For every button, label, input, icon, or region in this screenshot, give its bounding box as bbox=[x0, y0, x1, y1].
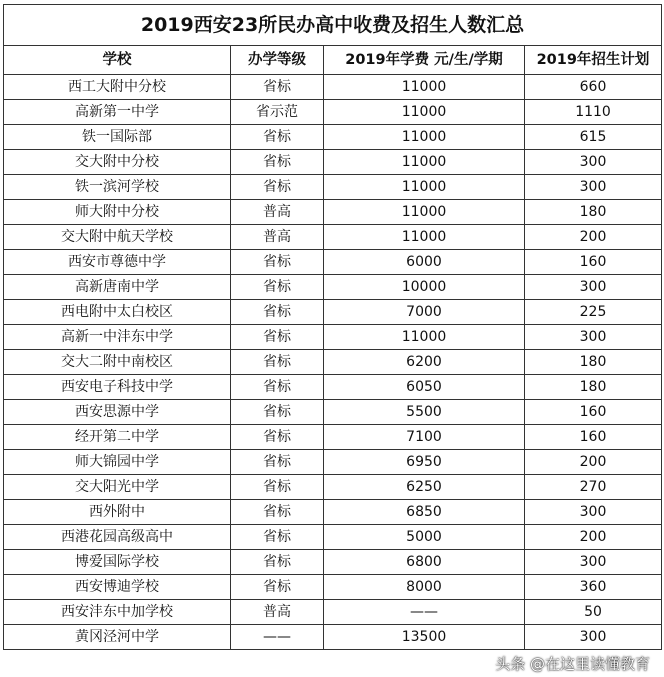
level-cell: 省标 bbox=[231, 500, 324, 525]
table-row bbox=[4, 500, 662, 525]
enrollment-cell: 200 bbox=[525, 450, 662, 475]
enrollment-cell: 180 bbox=[525, 375, 662, 400]
school-cell: 交大附中分校 bbox=[4, 150, 231, 175]
level-cell: 省标 bbox=[231, 300, 324, 325]
enrollment-cell: 180 bbox=[525, 200, 662, 225]
enrollment-cell: 270 bbox=[525, 475, 662, 500]
level-cell: 省标 bbox=[231, 375, 324, 400]
table-row bbox=[4, 625, 662, 650]
enrollment-cell: 300 bbox=[525, 325, 662, 350]
school-cell: 师大锦园中学 bbox=[4, 450, 231, 475]
table-row bbox=[4, 350, 662, 375]
table-row bbox=[4, 75, 662, 100]
table-row bbox=[4, 225, 662, 250]
enrollment-cell: 200 bbox=[525, 525, 662, 550]
enrollment-cell: 300 bbox=[525, 275, 662, 300]
level-cell: 省标 bbox=[231, 250, 324, 275]
enrollment-cell: 160 bbox=[525, 250, 662, 275]
tuition-cell: 11000 bbox=[324, 125, 525, 150]
table-row bbox=[4, 525, 662, 550]
enrollment-cell: 160 bbox=[525, 400, 662, 425]
school-cell: 西安市尊德中学 bbox=[4, 250, 231, 275]
level-cell: 省标 bbox=[231, 125, 324, 150]
table-row bbox=[4, 100, 662, 125]
level-cell: 省标 bbox=[231, 575, 324, 600]
enrollment-cell: 50 bbox=[525, 600, 662, 625]
school-cell: 铁一国际部 bbox=[4, 125, 231, 150]
tuition-cell: 11000 bbox=[324, 75, 525, 100]
tuition-cell: 8000 bbox=[324, 575, 525, 600]
tuition-cell: 13500 bbox=[324, 625, 525, 650]
table-row bbox=[4, 375, 662, 400]
level-cell: 省标 bbox=[231, 525, 324, 550]
level-cell: 省示范 bbox=[231, 100, 324, 125]
table-row bbox=[4, 450, 662, 475]
school-cell: 经开第二中学 bbox=[4, 425, 231, 450]
tuition-table bbox=[3, 4, 662, 650]
table-row bbox=[4, 575, 662, 600]
tuition-cell: 11000 bbox=[324, 150, 525, 175]
school-cell: 西电附中太白校区 bbox=[4, 300, 231, 325]
tuition-cell: 6950 bbox=[324, 450, 525, 475]
table-row bbox=[4, 325, 662, 350]
level-cell: 省标 bbox=[231, 425, 324, 450]
enrollment-cell: 300 bbox=[525, 500, 662, 525]
tuition-cell: 11000 bbox=[324, 175, 525, 200]
tuition-cell: 11000 bbox=[324, 225, 525, 250]
table-row bbox=[4, 300, 662, 325]
level-cell: 省标 bbox=[231, 175, 324, 200]
school-cell: 西外附中 bbox=[4, 500, 231, 525]
level-cell: 省标 bbox=[231, 450, 324, 475]
tuition-cell: 11000 bbox=[324, 325, 525, 350]
level-cell: 省标 bbox=[231, 275, 324, 300]
school-cell: 西港花园高级高中 bbox=[4, 525, 231, 550]
tuition-cell: 11000 bbox=[324, 200, 525, 225]
table-row bbox=[4, 600, 662, 625]
table-row bbox=[4, 550, 662, 575]
level-cell: 省标 bbox=[231, 550, 324, 575]
school-cell: 西安电子科技中学 bbox=[4, 375, 231, 400]
tuition-cell: 10000 bbox=[324, 275, 525, 300]
enrollment-cell: 160 bbox=[525, 425, 662, 450]
enrollment-cell: 615 bbox=[525, 125, 662, 150]
tuition-cell: 11000 bbox=[324, 100, 525, 125]
enrollment-cell: 660 bbox=[525, 75, 662, 100]
level-cell: 普高 bbox=[231, 600, 324, 625]
school-cell: 师大附中分校 bbox=[4, 200, 231, 225]
level-cell: 省标 bbox=[231, 150, 324, 175]
school-cell: 高新唐南中学 bbox=[4, 275, 231, 300]
level-cell: 普高 bbox=[231, 200, 324, 225]
tuition-cell: 6800 bbox=[324, 550, 525, 575]
level-cell: 省标 bbox=[231, 475, 324, 500]
header-row bbox=[4, 46, 662, 75]
tuition-cell: 6050 bbox=[324, 375, 525, 400]
school-cell: 交大二附中南校区 bbox=[4, 350, 231, 375]
level-cell: 省标 bbox=[231, 350, 324, 375]
level-cell: —— bbox=[231, 625, 324, 650]
table-row bbox=[4, 475, 662, 500]
tuition-cell: —— bbox=[324, 600, 525, 625]
tuition-cell: 7100 bbox=[324, 425, 525, 450]
header-level: 办学等级 bbox=[231, 46, 324, 75]
header-school: 学校 bbox=[4, 46, 231, 75]
table-row bbox=[4, 425, 662, 450]
header-enrollment: 2019年招生计划 bbox=[525, 46, 662, 75]
tuition-cell: 6000 bbox=[324, 250, 525, 275]
table-row bbox=[4, 175, 662, 200]
enrollment-cell: 1110 bbox=[525, 100, 662, 125]
tuition-cell: 6200 bbox=[324, 350, 525, 375]
enrollment-cell: 200 bbox=[525, 225, 662, 250]
tuition-cell: 5500 bbox=[324, 400, 525, 425]
school-cell: 高新第一中学 bbox=[4, 100, 231, 125]
table-row bbox=[4, 275, 662, 300]
tuition-cell: 5000 bbox=[324, 525, 525, 550]
tuition-cell: 6850 bbox=[324, 500, 525, 525]
school-cell: 交大阳光中学 bbox=[4, 475, 231, 500]
school-cell: 高新一中沣东中学 bbox=[4, 325, 231, 350]
table-title: 2019西安23所民办高中收费及招生人数汇总 bbox=[4, 5, 662, 46]
school-cell: 博爱国际学校 bbox=[4, 550, 231, 575]
school-cell: 黄冈泾河中学 bbox=[4, 625, 231, 650]
table-row bbox=[4, 150, 662, 175]
tuition-cell: 6250 bbox=[324, 475, 525, 500]
tuition-cell: 7000 bbox=[324, 300, 525, 325]
enrollment-cell: 300 bbox=[525, 150, 662, 175]
enrollment-cell: 225 bbox=[525, 300, 662, 325]
table-row bbox=[4, 200, 662, 225]
level-cell: 普高 bbox=[231, 225, 324, 250]
school-cell: 西安思源中学 bbox=[4, 400, 231, 425]
table-row bbox=[4, 400, 662, 425]
school-cell: 西安博迪学校 bbox=[4, 575, 231, 600]
header-tuition: 2019年学费 元/生/学期 bbox=[324, 46, 525, 75]
enrollment-cell: 180 bbox=[525, 350, 662, 375]
enrollment-cell: 300 bbox=[525, 550, 662, 575]
level-cell: 省标 bbox=[231, 400, 324, 425]
level-cell: 省标 bbox=[231, 325, 324, 350]
school-cell: 铁一滨河学校 bbox=[4, 175, 231, 200]
school-cell: 交大附中航天学校 bbox=[4, 225, 231, 250]
table-row bbox=[4, 250, 662, 275]
enrollment-cell: 300 bbox=[525, 175, 662, 200]
watermark: 头条 @在这里读懂教育 bbox=[495, 655, 650, 673]
table-row bbox=[4, 125, 662, 150]
level-cell: 省标 bbox=[231, 75, 324, 100]
school-cell: 西安沣东中加学校 bbox=[4, 600, 231, 625]
enrollment-cell: 300 bbox=[525, 625, 662, 650]
enrollment-cell: 360 bbox=[525, 575, 662, 600]
school-cell: 西工大附中分校 bbox=[4, 75, 231, 100]
